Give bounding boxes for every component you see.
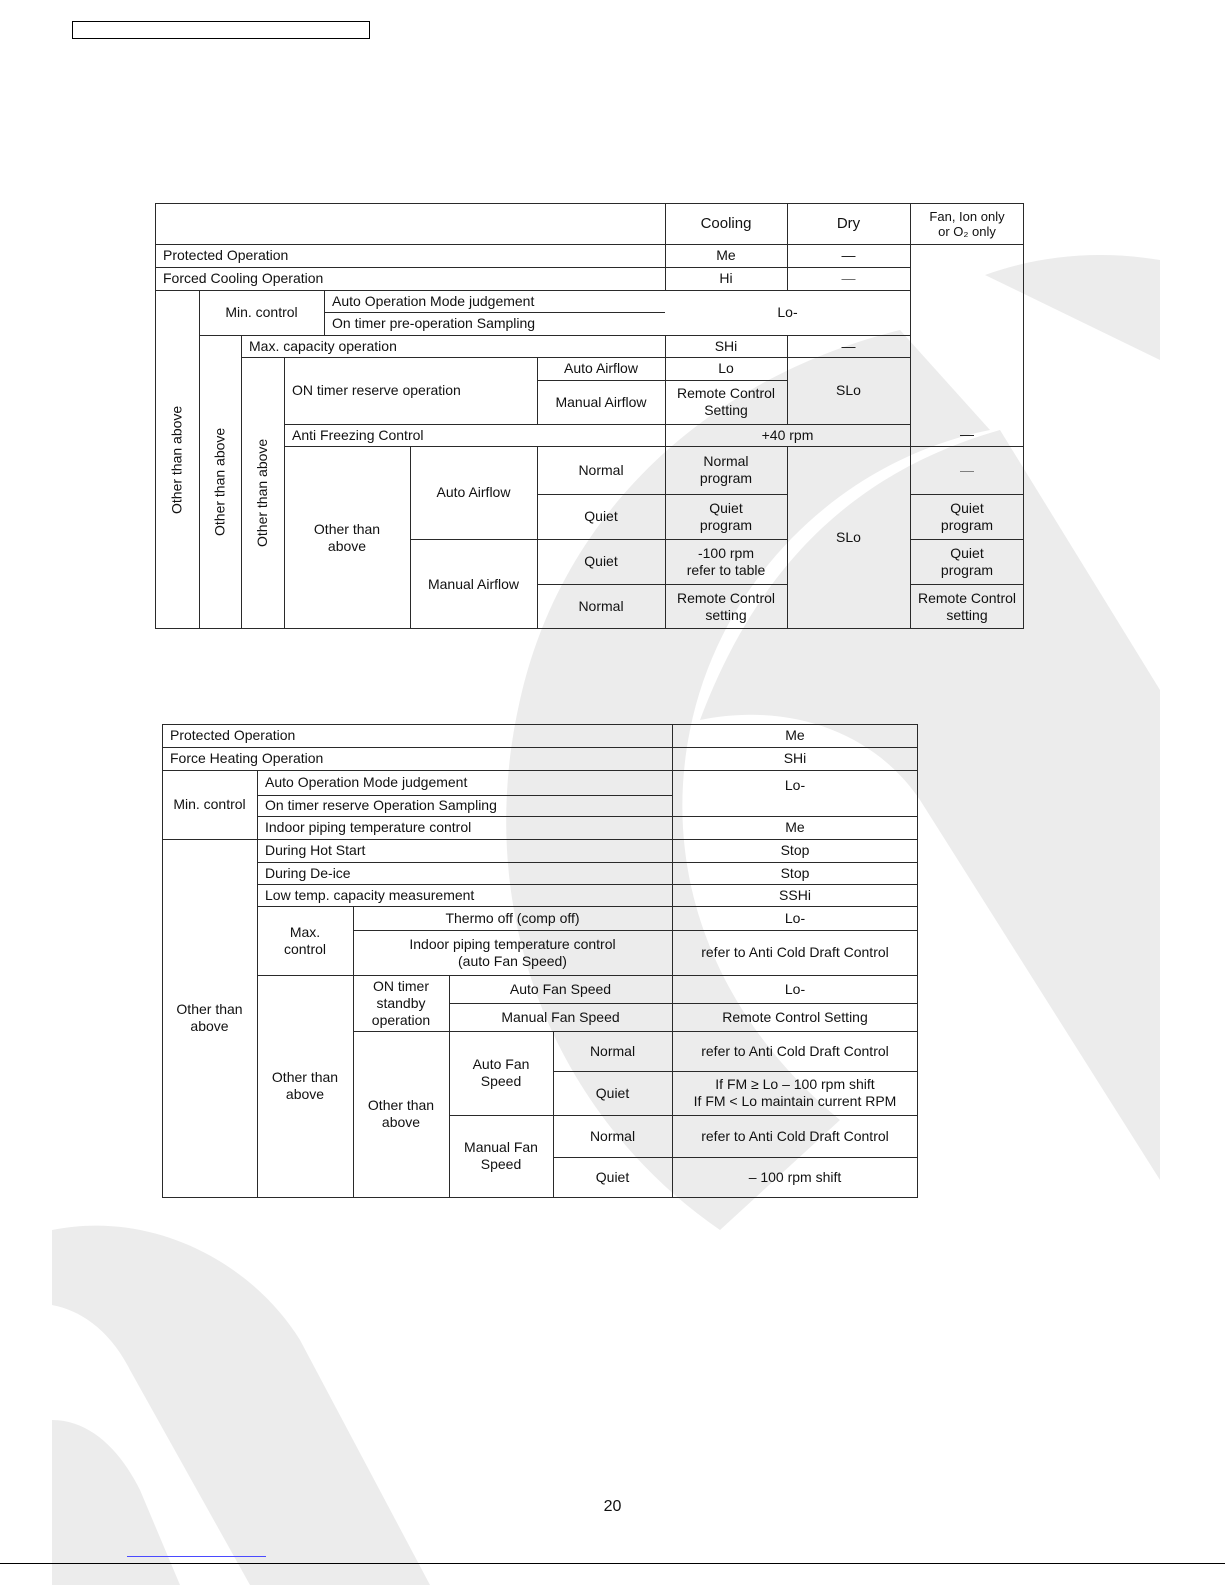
max-indoor-piping-label: Indoor piping temperature control (auto Fan Speed) bbox=[409, 935, 616, 969]
heating-protected-label: Protected Operation bbox=[170, 727, 296, 743]
header-dry: Dry bbox=[836, 215, 861, 232]
on-timer-reserve-label: ON timer reserve operation bbox=[292, 382, 461, 398]
manual-normal-mode: Normal bbox=[578, 598, 624, 614]
other-auto-airflow: Auto Airflow bbox=[436, 484, 511, 500]
header-fan-ion: Fan, Ion only or O₂ only bbox=[929, 208, 1005, 239]
anti-freezing-label: Anti Freezing Control bbox=[292, 426, 424, 443]
heating-manual-normal-mode: Normal bbox=[589, 1127, 636, 1144]
heating-indoor-piping-label: Indoor piping temperature control bbox=[265, 819, 472, 835]
heating-auto-quiet-value: If FM ≥ Lo – 100 rpm shift If FM < Lo maintain current RPM bbox=[693, 1076, 897, 1109]
hot-start-value: Stop bbox=[780, 842, 810, 858]
auto-normal-fan: — bbox=[960, 461, 974, 478]
on-timer-manual-fan: Manual Fan Speed bbox=[501, 1008, 620, 1025]
other-than-above-label: Other than above bbox=[313, 520, 381, 554]
on-timer-pre-operation-sampling: On timer pre-operation Sampling bbox=[332, 315, 536, 331]
force-heating-label: Force Heating Operation bbox=[170, 750, 324, 766]
heating-on-timer-sampling: On timer reserve Operation Sampling bbox=[265, 797, 497, 813]
heating-other-than-above-3: Other than above bbox=[367, 1097, 435, 1130]
footer-link[interactable] bbox=[127, 1556, 266, 1557]
max-capacity-cooling: SHi bbox=[714, 337, 738, 354]
force-heating-value: SHi bbox=[783, 750, 807, 766]
heating-manual-quiet-value: – 100 rpm shift bbox=[748, 1168, 842, 1185]
hot-start-label: During Hot Start bbox=[265, 842, 366, 858]
auto-fan-speed-label: Auto Fan Speed bbox=[472, 1056, 530, 1089]
cooling-fan-speed-table bbox=[155, 203, 1024, 629]
footer-rule bbox=[0, 1563, 1225, 1564]
anti-freezing-value: +40 rpm bbox=[761, 426, 814, 443]
other-than-above-vertical-1: Other than above bbox=[168, 405, 185, 514]
auto-quiet-cooling: Quiet program bbox=[699, 499, 753, 533]
other-than-above-vertical-2: Other than above bbox=[211, 427, 228, 537]
protected-operation-label: Protected Operation bbox=[163, 247, 289, 263]
protected-operation-cooling: Me bbox=[716, 247, 736, 263]
heating-manual-quiet-mode: Quiet bbox=[595, 1168, 630, 1185]
forced-cooling-dry: — bbox=[841, 270, 856, 286]
low-temp-label: Low temp. capacity measurement bbox=[265, 886, 475, 903]
header-cooling: Cooling bbox=[700, 215, 752, 232]
auto-normal-mode: Normal bbox=[578, 461, 624, 478]
page-number: 20 bbox=[603, 1498, 622, 1515]
manual-fan-speed-label: Manual Fan Speed bbox=[464, 1139, 538, 1172]
thermo-off-label: Thermo off (comp off) bbox=[445, 909, 580, 926]
forced-cooling-cooling: Hi bbox=[719, 270, 733, 286]
auto-operation-mode-judgement: Auto Operation Mode judgement bbox=[332, 292, 535, 309]
heating-protected-value: Me bbox=[785, 727, 805, 743]
heating-auto-normal-mode: Normal bbox=[589, 1042, 636, 1059]
manual-normal-fan: Remote Control setting bbox=[917, 589, 1017, 623]
min-control-label: Min. control bbox=[225, 304, 298, 320]
header-box bbox=[72, 21, 370, 39]
heating-fan-speed-table bbox=[162, 724, 918, 1198]
other-manual-airflow: Manual Airflow bbox=[427, 575, 520, 592]
on-timer-standby-label: ON timer standby operation bbox=[371, 977, 431, 1028]
other-than-above-vertical-3: Other than above bbox=[254, 438, 270, 548]
forced-cooling-label: Forced Cooling Operation bbox=[163, 270, 324, 286]
manual-quiet-fan: Quiet program bbox=[940, 544, 994, 578]
de-ice-value: Stop bbox=[780, 864, 810, 881]
on-timer-auto-fan-value: Lo- bbox=[784, 980, 806, 997]
heating-manual-normal-value: refer to Anti Cold Draft Control bbox=[701, 1127, 889, 1144]
on-timer-manual-airflow: Manual Airflow bbox=[555, 393, 647, 410]
max-indoor-piping-value: refer to Anti Cold Draft Control bbox=[701, 944, 889, 960]
min-control-value: Lo- bbox=[777, 304, 798, 320]
on-timer-auto-airflow: Auto Airflow bbox=[564, 360, 638, 376]
manual-quiet-mode: Quiet bbox=[584, 553, 618, 569]
manual-quiet-cooling: -100 rpm refer to table bbox=[686, 544, 766, 578]
thermo-off-value: Lo- bbox=[784, 909, 806, 926]
max-capacity-label: Max. capacity operation bbox=[249, 337, 397, 354]
max-capacity-dry: — bbox=[841, 337, 856, 354]
fan-column-dash: — bbox=[960, 425, 974, 442]
heating-auto-mode-judgement: Auto Operation Mode judgement bbox=[265, 774, 468, 790]
de-ice-label: During De-ice bbox=[265, 864, 351, 881]
heating-min-control-value: Lo- bbox=[784, 776, 806, 793]
on-timer-auto-value: Lo bbox=[718, 360, 734, 376]
on-timer-manual-value: Remote Control Setting bbox=[676, 385, 776, 418]
heating-auto-normal-value: refer to Anti Cold Draft Control bbox=[701, 1042, 889, 1059]
on-timer-auto-fan: Auto Fan Speed bbox=[509, 980, 612, 997]
on-timer-manual-fan-value: Remote Control Setting bbox=[722, 1008, 868, 1025]
heating-other-than-above-2: Other than above bbox=[271, 1069, 339, 1102]
protected-operation-dry: — bbox=[841, 247, 856, 263]
heating-auto-quiet-mode: Quiet bbox=[595, 1084, 630, 1101]
on-timer-dry-value: SLo bbox=[836, 382, 861, 398]
low-temp-value: SSHi bbox=[779, 886, 811, 903]
heating-max-control-label: Max. control bbox=[283, 923, 327, 957]
auto-normal-cooling: Normal program bbox=[699, 453, 753, 486]
auto-quiet-fan: Quiet program bbox=[940, 499, 994, 533]
heating-indoor-piping-value: Me bbox=[785, 819, 805, 835]
auto-quiet-mode: Quiet bbox=[584, 508, 618, 524]
heating-min-control-label: Min. control bbox=[173, 796, 246, 812]
heating-other-than-above: Other than above bbox=[176, 1001, 243, 1034]
manual-normal-cooling: Remote Control setting bbox=[676, 589, 776, 623]
other-dry-value: SLo bbox=[836, 529, 861, 545]
